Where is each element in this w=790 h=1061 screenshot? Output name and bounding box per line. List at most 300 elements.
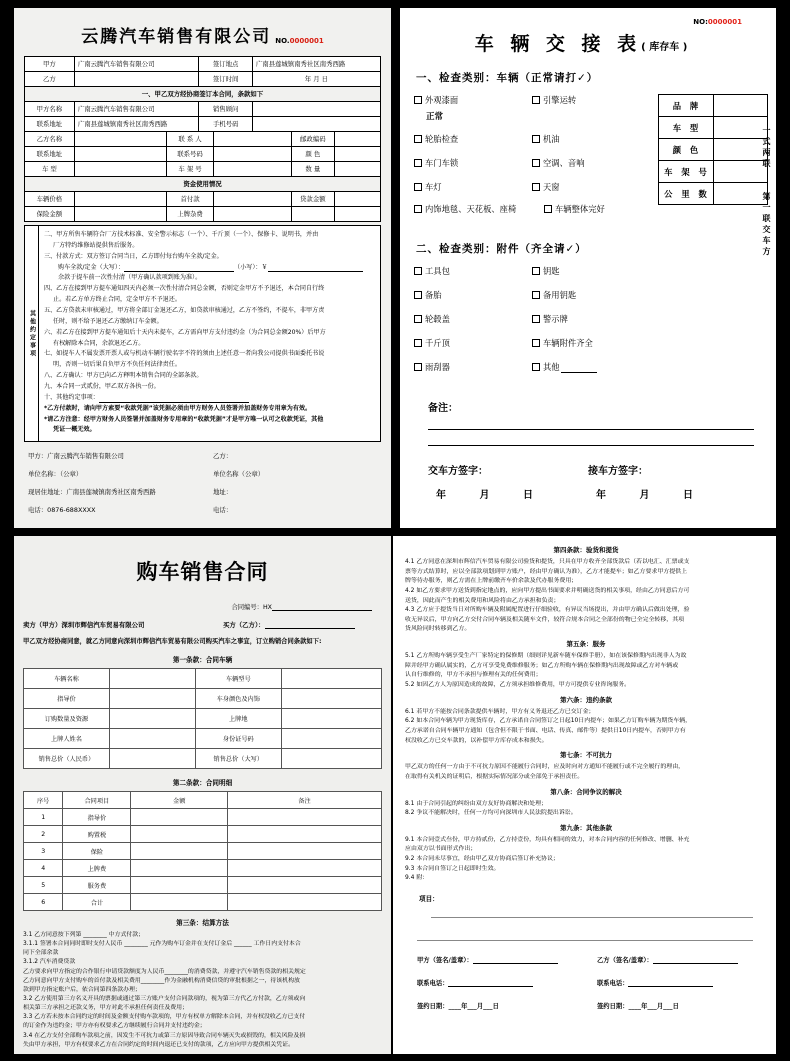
cell-value[interactable] [334, 207, 380, 222]
cell-value[interactable] [74, 72, 199, 87]
cell-index: 6 [24, 894, 63, 911]
checkbox-label: 轮胎检查 [425, 134, 459, 144]
checkbox-label: 天窗 [543, 182, 560, 192]
clause-pay-blank[interactable] [124, 271, 234, 272]
table-row [24, 809, 382, 826]
cell-label: 保险金额 [25, 207, 75, 222]
cell-label: 身份证号码 [195, 729, 281, 749]
doc2-date-receiver[interactable] [596, 486, 723, 501]
cell-value[interactable]: 年 月 日 [252, 72, 380, 87]
checkbox-item[interactable] [414, 94, 532, 106]
cell-label: 联 系 人 [167, 132, 213, 147]
cell-remark[interactable] [228, 809, 382, 826]
doc4-phone-b[interactable] [597, 978, 713, 987]
doc3-title: 购车销售合同 [136, 560, 269, 584]
column-header: 金额 [131, 792, 228, 809]
doc4-paragraph: 9.1 本合同壹式叁份，甲方持贰份，乙方持壹份，均具有相同的效力，对本合同内容的任何修改、增删、补充 [405, 835, 690, 843]
checkbox-item[interactable] [414, 289, 532, 301]
cell-index: 3 [24, 843, 63, 860]
cell-label: 联系号码 [167, 147, 213, 162]
clause-line: 二、甲方所售车辆符合厂方技术标准、安全警示标志（一个）、千斤顶（一个）、保修卡、说明书，并由 [44, 231, 319, 238]
cell-value[interactable] [334, 162, 380, 177]
date-year-label: 年 [596, 490, 606, 501]
checkbox-icon[interactable] [414, 205, 422, 213]
spec-value[interactable] [714, 117, 768, 139]
table-row [25, 117, 381, 132]
checkbox-icon[interactable] [414, 183, 422, 191]
doc4-sign-a[interactable] [417, 955, 597, 964]
checkbox-item[interactable] [414, 181, 532, 193]
checkbox-label: 空调、音响 [543, 158, 585, 168]
cell-value[interactable]: 广南云腾汽车销售有限公司 [74, 102, 199, 117]
cell-amount[interactable] [131, 877, 228, 894]
cell-value[interactable] [74, 207, 167, 222]
cell-label: 手机号码 [199, 117, 252, 132]
cell-label: 签订地点 [199, 57, 252, 72]
doc4-paragraph: 甲乙双方的任何一方由于不可抗力原因不能履行合同时，应及时向对方通知不能履行或不完全履行的理由， [405, 763, 685, 771]
cell-label: 颜 色 [291, 147, 334, 162]
checklist-row-wide [414, 203, 768, 227]
cell-amount[interactable] [131, 826, 228, 843]
checkbox-icon[interactable] [532, 267, 540, 275]
checkbox-icon[interactable] [414, 267, 422, 275]
doc3-buyer-label: 买方（乙方）： [223, 621, 265, 629]
cell-label: 邮政编码 [291, 132, 334, 147]
checkbox-label: 机油 [543, 134, 560, 144]
cell-remark[interactable] [228, 894, 382, 911]
checklist-col [532, 337, 650, 361]
cell-value[interactable] [213, 132, 291, 147]
checkbox-item[interactable] [414, 133, 532, 145]
signature-row [28, 469, 377, 478]
cell-value[interactable] [109, 749, 195, 769]
checkbox-label: 车门车锁 [425, 158, 459, 168]
spec-label: 车 型 [659, 117, 714, 139]
doc4-paragraph: 4.2 如乙方要求甲方送货到指定地点的，应向甲方提出书面要求并明确送货的相关事项，经由乙方同意后方可 [405, 586, 690, 594]
cell-label: 订购数量及资源 [24, 709, 110, 729]
clause-line: 七、如提车人不属发票开票人或与机动车辆行驶名字不符的须由上述任意一者向我公司提供书面委托书说 [44, 350, 325, 358]
checklist-row [414, 313, 768, 337]
table-row [659, 117, 768, 139]
cell-index: 2 [24, 826, 63, 843]
cell-label: 甲方名称 [25, 102, 75, 117]
doc4-paragraph: 送货，因此而产生的相关费用和风险将由乙方承担和负责； [405, 596, 560, 604]
cell-index: 5 [24, 877, 63, 894]
checkbox-label: 引擎运转 [543, 95, 577, 105]
signature-row [28, 505, 377, 514]
doc2-side-notes [761, 126, 772, 258]
cell-value[interactable] [213, 192, 291, 207]
clause-line: 五、乙方贷款未审核通过，甲方将全部订金退还乙方，如贷款审核通过，乙方不签约，不提车，非甲方责 [44, 307, 325, 315]
cell-value[interactable] [252, 102, 380, 117]
clause-pay-small-label: （小写）：￥ [234, 263, 268, 271]
table-row [659, 183, 768, 205]
checkbox-item[interactable] [414, 337, 532, 349]
doc3-paragraph: 款到甲方指定账户后，依合同第四条款办理； [23, 986, 141, 993]
doc4-sign-b[interactable] [597, 955, 738, 964]
table-row [24, 843, 382, 860]
checkbox-label: 警示牌 [543, 314, 568, 324]
signature-seller-phone: 电话：0876-688XXXX [28, 506, 96, 515]
cell-value[interactable]: 广南县莲城镇南秀社区南秀西路 [252, 57, 380, 72]
checkbox-label: 其他 [543, 362, 560, 372]
cell-value[interactable] [74, 147, 167, 162]
spec-value[interactable] [714, 161, 768, 183]
cell-label: 上牌杂费 [167, 207, 213, 222]
cell-value[interactable] [334, 147, 380, 162]
checkbox-item[interactable] [532, 157, 650, 169]
table-row [24, 669, 382, 689]
doc1-serial-number: NO.0000001 [275, 37, 324, 45]
cell-label [291, 207, 334, 222]
doc4-paragraph: 9.2 本合同未尽事宜，经由甲乙双方协商后签订补充协议； [405, 855, 559, 863]
checkbox-label: 轮毂盖 [425, 314, 450, 324]
checkbox-icon[interactable] [532, 339, 540, 347]
checkbox-icon[interactable] [414, 339, 422, 347]
doc4-paragraph: 6.2 如本合同车辆为甲方现货库存，乙方承诺自合同签订之日起10日内提车；如果乙方订购车辆为期货车辆， [405, 717, 692, 725]
doc3-paragraph: 的订金作为违约金；甲方亦有权要求乙方继续履行合同并支付违约金； [23, 1023, 206, 1030]
checklist-col [414, 181, 532, 205]
spec-value[interactable] [714, 183, 768, 205]
doc1-side-label: 其他约定事项 [28, 309, 36, 358]
checkbox-icon[interactable] [414, 96, 422, 104]
table-row [24, 826, 382, 843]
doc4-item-line-1[interactable] [431, 917, 753, 918]
checkbox-icon[interactable] [414, 315, 422, 323]
checkbox-item[interactable] [532, 181, 650, 193]
doc4-paragraph: 5.1 乙方所购车辆享受生产厂家特定的保修期（细则详见新车随车保修手册），如在该保修期内出现非人为故 [405, 652, 687, 660]
section-band: 一、甲乙双方经协商签订本合同，条款如下 [25, 87, 381, 102]
doc4-sign-b-blank[interactable] [653, 963, 738, 964]
cell-value[interactable]: 广南县莲城镇南秀社区南秀西路 [74, 117, 199, 132]
cell-item: 购置税 [63, 826, 131, 843]
checklist-col [532, 133, 650, 157]
checklist-row [414, 157, 650, 181]
clause-pay-blank-small[interactable] [268, 271, 363, 272]
doc3-section1-heading: 第一条款：合同车辆 [172, 656, 233, 664]
cell-value[interactable] [334, 192, 380, 207]
cell-label: 指导价 [24, 689, 110, 709]
cell-value[interactable] [109, 669, 195, 689]
signature-buyer-unit[interactable]: 单位名称（公章） [213, 470, 265, 479]
checklist-col [532, 265, 650, 289]
doc4-item-line-2[interactable] [417, 940, 753, 941]
checkbox-label: 千斤顶 [425, 338, 450, 348]
doc4-section8-heading: 第八条：合同争议的解决 [550, 787, 622, 796]
column-header: 备注 [228, 792, 382, 809]
doc3-buyer [223, 620, 382, 629]
cell-label: 车 型 [25, 162, 75, 177]
doc4-section7-heading: 第七条：不可抗力 [560, 751, 612, 760]
cell-label: 首付款 [167, 192, 213, 207]
checkbox-icon[interactable] [532, 363, 540, 371]
doc2-title-sub: ( 库存车 ) [641, 42, 688, 53]
doc4-section6-heading: 第六条：违约条款 [560, 695, 612, 704]
table-row [659, 95, 768, 117]
table-row [25, 102, 381, 117]
doc3-paragraph: 乙方要求向甲方指定的合作银行申请贷款额度为人民币________的消费贷款，并遵守汽车销售贷款的相关规定 [23, 968, 306, 975]
spec-value[interactable] [714, 95, 768, 117]
clause-note: *乙方付款时，请向甲方索要“收款凭据”该凭据必须由甲方财务人员签署并加盖财务专用章为有效。 [44, 404, 312, 412]
table-row [24, 749, 382, 769]
checkbox-item[interactable] [414, 265, 532, 277]
checkbox-item[interactable] [414, 361, 532, 373]
checkbox-item[interactable] [532, 133, 650, 145]
checkbox-label: 车辆附件齐全 [543, 338, 593, 348]
spec-label: 品 牌 [659, 95, 714, 117]
table-row [25, 147, 381, 162]
cell-label: 数 量 [291, 162, 334, 177]
clause-line: 厂方特约维修站提供售后服务。 [53, 241, 139, 249]
doc2-date-giver[interactable] [436, 486, 596, 501]
checkbox-icon[interactable] [532, 135, 540, 143]
cell-value[interactable] [252, 117, 380, 132]
doc4-paragraph: 牌等待办服务，则乙方需在上牌前缴齐车价余款及代办服务费用； [405, 577, 578, 585]
checkbox-item[interactable] [532, 337, 650, 349]
signature-row [28, 487, 377, 496]
cell-value[interactable] [281, 709, 381, 729]
checkbox-icon[interactable] [532, 159, 540, 167]
cell-label: 乙方 [25, 72, 75, 87]
doc4-phone-a[interactable] [417, 978, 597, 987]
doc4-phone-a-blank[interactable] [448, 986, 533, 987]
section-band: 资金使用情况 [25, 177, 381, 192]
doc1-title: 云腾汽车销售有限公司 [81, 27, 272, 47]
doc4-date-row [417, 1001, 767, 1010]
table-row [25, 192, 381, 207]
doc2-title: 车 辆 交 接 表( 库存车 ) [474, 33, 688, 55]
cell-value[interactable] [213, 147, 291, 162]
signature-buyer[interactable]: 乙方： [213, 452, 233, 461]
spec-label: 车 架 号 [659, 161, 714, 183]
clause-other-blank[interactable] [99, 402, 249, 403]
cell-remark[interactable] [228, 843, 382, 860]
checklist-col [532, 181, 650, 205]
contract-no-label: 合同编号：HX [231, 604, 272, 611]
doc4-sign-b-label: 乙方（签名/盖章）： [597, 957, 653, 965]
signature-seller: 甲方：广南云腾汽车销售有限公司 [28, 452, 124, 461]
checkbox-other-blank[interactable] [561, 372, 597, 373]
doc4-item-label: 项目： [419, 895, 439, 904]
checklist-row [414, 265, 768, 289]
doc3-buyer-blank[interactable] [265, 628, 355, 629]
cell-value[interactable] [213, 162, 291, 177]
signature-buyer-address[interactable]: 地址： [213, 488, 233, 497]
cell-value[interactable] [281, 689, 381, 709]
doc1-signature-block [24, 451, 381, 514]
clause-line: 任时，则不给予退还乙方缴纳订车金额。 [53, 317, 163, 325]
doc2-remark-line-1[interactable] [428, 429, 754, 430]
doc3-seller: 卖方（甲方）深圳市辉信汽车贸易有限公司 [23, 621, 145, 629]
date-day-label: 日 [522, 490, 533, 501]
cell-label: 车 架 号 [167, 162, 213, 177]
checkbox-item[interactable] [414, 313, 532, 325]
document-purchase-contract-left [14, 536, 391, 1054]
table-row [659, 139, 768, 161]
doc3-paragraph: 相关第三方承担之还款义务，甲方对此不承担任何责任及费用； [23, 1005, 188, 1012]
doc1-clause-body [39, 226, 380, 441]
cell-value[interactable] [281, 749, 381, 769]
doc2-sign-receiver-label[interactable]: 接车方签字： [588, 466, 648, 477]
checkbox-icon[interactable] [532, 291, 540, 299]
doc4-sign-a-blank[interactable] [473, 963, 558, 964]
cell-value[interactable] [109, 689, 195, 709]
cell-label: 车辆价格 [25, 192, 75, 207]
cell-label: 上牌人姓名 [24, 729, 110, 749]
cell-value[interactable]: 广南云腾汽车销售有限公司 [74, 57, 199, 72]
doc4-paragraph: 8.1 由于合同引起的纠纷由双方友好协商解决和处理； [405, 799, 547, 807]
checkbox-icon[interactable] [414, 159, 422, 167]
checkbox-icon[interactable] [414, 291, 422, 299]
doc4-date-a[interactable]: 签约日期：____年___月___日 [417, 1003, 499, 1011]
checkbox-label: 钥匙 [543, 266, 560, 276]
checkbox-icon[interactable] [414, 363, 422, 371]
doc3-contract-number [23, 602, 372, 611]
cell-label: 联系地址 [25, 117, 75, 132]
cell-amount[interactable] [131, 809, 228, 826]
cell-item: 服务费 [63, 877, 131, 894]
checkbox-item[interactable] [532, 289, 650, 301]
contract-no-blank[interactable] [272, 610, 372, 611]
cell-amount[interactable] [131, 860, 228, 877]
doc4-phone-b-blank[interactable] [628, 986, 713, 987]
doc2-remark-line-2[interactable] [428, 445, 754, 446]
signature-row [28, 451, 377, 460]
checkbox-item[interactable] [532, 361, 650, 373]
cell-value[interactable] [281, 729, 381, 749]
doc4-paragraph: 权没收乙方已交车款的，以补偿甲方库存成本和损失。 [405, 736, 548, 744]
clause-line: 四、乙方在接到甲方提车通知四天内必须一次性付清合同总金额，否则定金甲方不予退还，本合同自行终 [44, 285, 325, 293]
table-row [25, 162, 381, 177]
cell-value[interactable] [74, 162, 167, 177]
checklist-col [532, 313, 650, 337]
checkbox-item[interactable] [532, 265, 650, 277]
cell-label: 销售总价（大写） [195, 749, 281, 769]
doc1-clauses-box [24, 225, 381, 442]
spec-value[interactable] [714, 139, 768, 161]
doc3-detail-table [23, 791, 382, 911]
checkbox-label: 外观漆面 [425, 95, 459, 105]
doc3-lead-paragraph: 甲乙双方经协商同意，就乙方同意向深圳市辉信汽车贸易有限公司购买汽车之事宜，订立购销合同条款如下: [23, 638, 322, 645]
cell-item: 保险 [63, 843, 131, 860]
doc4-paragraph: 9.3 本合同自签订之日起即时生效。 [405, 864, 500, 872]
checklist-col [532, 157, 650, 181]
cell-value[interactable] [74, 192, 167, 207]
cell-label: 联系地址 [25, 147, 75, 162]
clause-other-label: 十、其他约定事项： [44, 393, 99, 401]
cell-value[interactable] [109, 709, 195, 729]
checklist-col [532, 361, 650, 385]
date-month-label: 月 [639, 490, 650, 501]
checkbox-label: 车灯 [425, 182, 442, 192]
doc4-phone-a-label: 联系电话： [417, 980, 449, 988]
doc4-sign-a-label: 甲方（签名/盖章）： [417, 957, 473, 965]
checkbox-item[interactable] [414, 157, 532, 169]
cell-item: 上牌费 [63, 860, 131, 877]
checklist-row [414, 289, 768, 313]
cell-remark[interactable] [228, 877, 382, 894]
cell-label: 甲方 [25, 57, 75, 72]
checklist-col [414, 157, 532, 181]
clause-note: 凭证一概无效。 [53, 426, 96, 434]
doc3-vehicle-table [23, 668, 382, 769]
checklist-col [532, 94, 650, 118]
checkbox-item[interactable] [532, 94, 650, 106]
doc4-date-b[interactable]: 签约日期：____年___月___日 [597, 1003, 679, 1011]
checkbox-item[interactable] [544, 203, 605, 215]
cell-label: 车身颜色及内饰 [195, 689, 281, 709]
checkbox-icon[interactable] [532, 96, 540, 104]
cell-amount[interactable] [131, 894, 228, 911]
checkbox-icon[interactable] [532, 315, 540, 323]
doc1-table-parties [24, 56, 381, 132]
column-header: 序号 [24, 792, 63, 809]
table-row [659, 161, 768, 183]
signature-buyer-phone[interactable]: 电话： [213, 506, 233, 515]
doc4-paragraph: 在取得有关机关的证明后，根据实际情况部分或全部免于承担责任。 [405, 772, 584, 780]
checkbox-icon[interactable] [532, 183, 540, 191]
cell-amount[interactable] [131, 843, 228, 860]
doc3-section3-heading: 第三条：结算方法 [176, 919, 229, 927]
clause-line-other [44, 393, 374, 403]
doc2-sign-giver-label[interactable]: 交车方签字： [428, 466, 488, 477]
doc3-parties-row [23, 620, 382, 629]
date-month-label: 月 [479, 490, 490, 501]
doc2-copies-note: 一式两联 [762, 126, 771, 170]
table-row [25, 207, 381, 222]
checkbox-item[interactable] [532, 313, 650, 325]
checkbox-label: 雨刮器 [425, 362, 450, 372]
doc4-paragraph: 8.2 争议不能解决时，任何一方均可向深圳市人民法院提出诉讼。 [405, 809, 577, 817]
cell-remark[interactable] [228, 860, 382, 877]
doc2-checklist-vehicle [414, 94, 768, 205]
clause-line: 九、本合同一式贰份，甲乙双方各执一份。 [44, 383, 160, 391]
table-row [25, 177, 381, 192]
doc4-paragraph: 9.4 附： [405, 874, 429, 882]
cell-value[interactable] [74, 132, 167, 147]
cell-value[interactable] [213, 207, 291, 222]
table-row [24, 689, 382, 709]
checkbox-item[interactable] [414, 203, 544, 215]
cell-remark[interactable] [228, 826, 382, 843]
date-day-label: 日 [682, 490, 693, 501]
doc2-date-row [436, 486, 768, 501]
doc2-vehicle-spec-table [658, 94, 768, 205]
doc2-checklist-left-group [414, 94, 650, 205]
date-year-label: 年 [436, 490, 446, 501]
clause-pay-line [44, 263, 374, 273]
clause-line: 有权解除本合同，余款退还乙方。 [53, 339, 145, 347]
doc4-paragraph: 乙方承诺自合同车辆甲方通知（包含但不限于书面、电话、传真、邮件等）提供日10日内提车，否则甲方有 [405, 726, 686, 734]
cell-value[interactable] [334, 132, 380, 147]
checkbox-label: 车辆整体完好 [555, 204, 605, 214]
clause-line: 余款于提车前一次性付清（甲方确认款项到账为准）。 [58, 274, 202, 282]
checklist-row [414, 337, 768, 361]
doc4-paragraph: 应由双方以书面形式作出； [405, 845, 477, 853]
document-sales-contract-yunteng [14, 8, 391, 528]
checkbox-icon[interactable] [414, 135, 422, 143]
doc4-paragraph: 4.1 乙方同意在深圳市辉信汽车贸易有限公司验货和提货，只具在甲方收齐全部货款后（若以电汇、汇票或支 [405, 558, 690, 565]
cell-label: 销售顾问 [199, 102, 252, 117]
checklist-row [414, 361, 768, 385]
doc4-paragraph: 障并经甲方确认属实的，乙方可享受免费维修服务；如乙方所购车辆在保修期内出现故障或乙方对车辆或 [405, 661, 679, 669]
cell-value[interactable] [109, 729, 195, 749]
doc1-header [24, 22, 381, 47]
doc4-paragraph: 4.3 乙方应于提货当日对所购车辆及附属配置进行仔细验收，有异议当场提出，并由甲方确认后做出处理，验 [405, 606, 690, 614]
cell-value[interactable] [281, 669, 381, 689]
document-vehicle-handover-form [400, 8, 776, 528]
checkbox-icon[interactable] [544, 205, 552, 213]
